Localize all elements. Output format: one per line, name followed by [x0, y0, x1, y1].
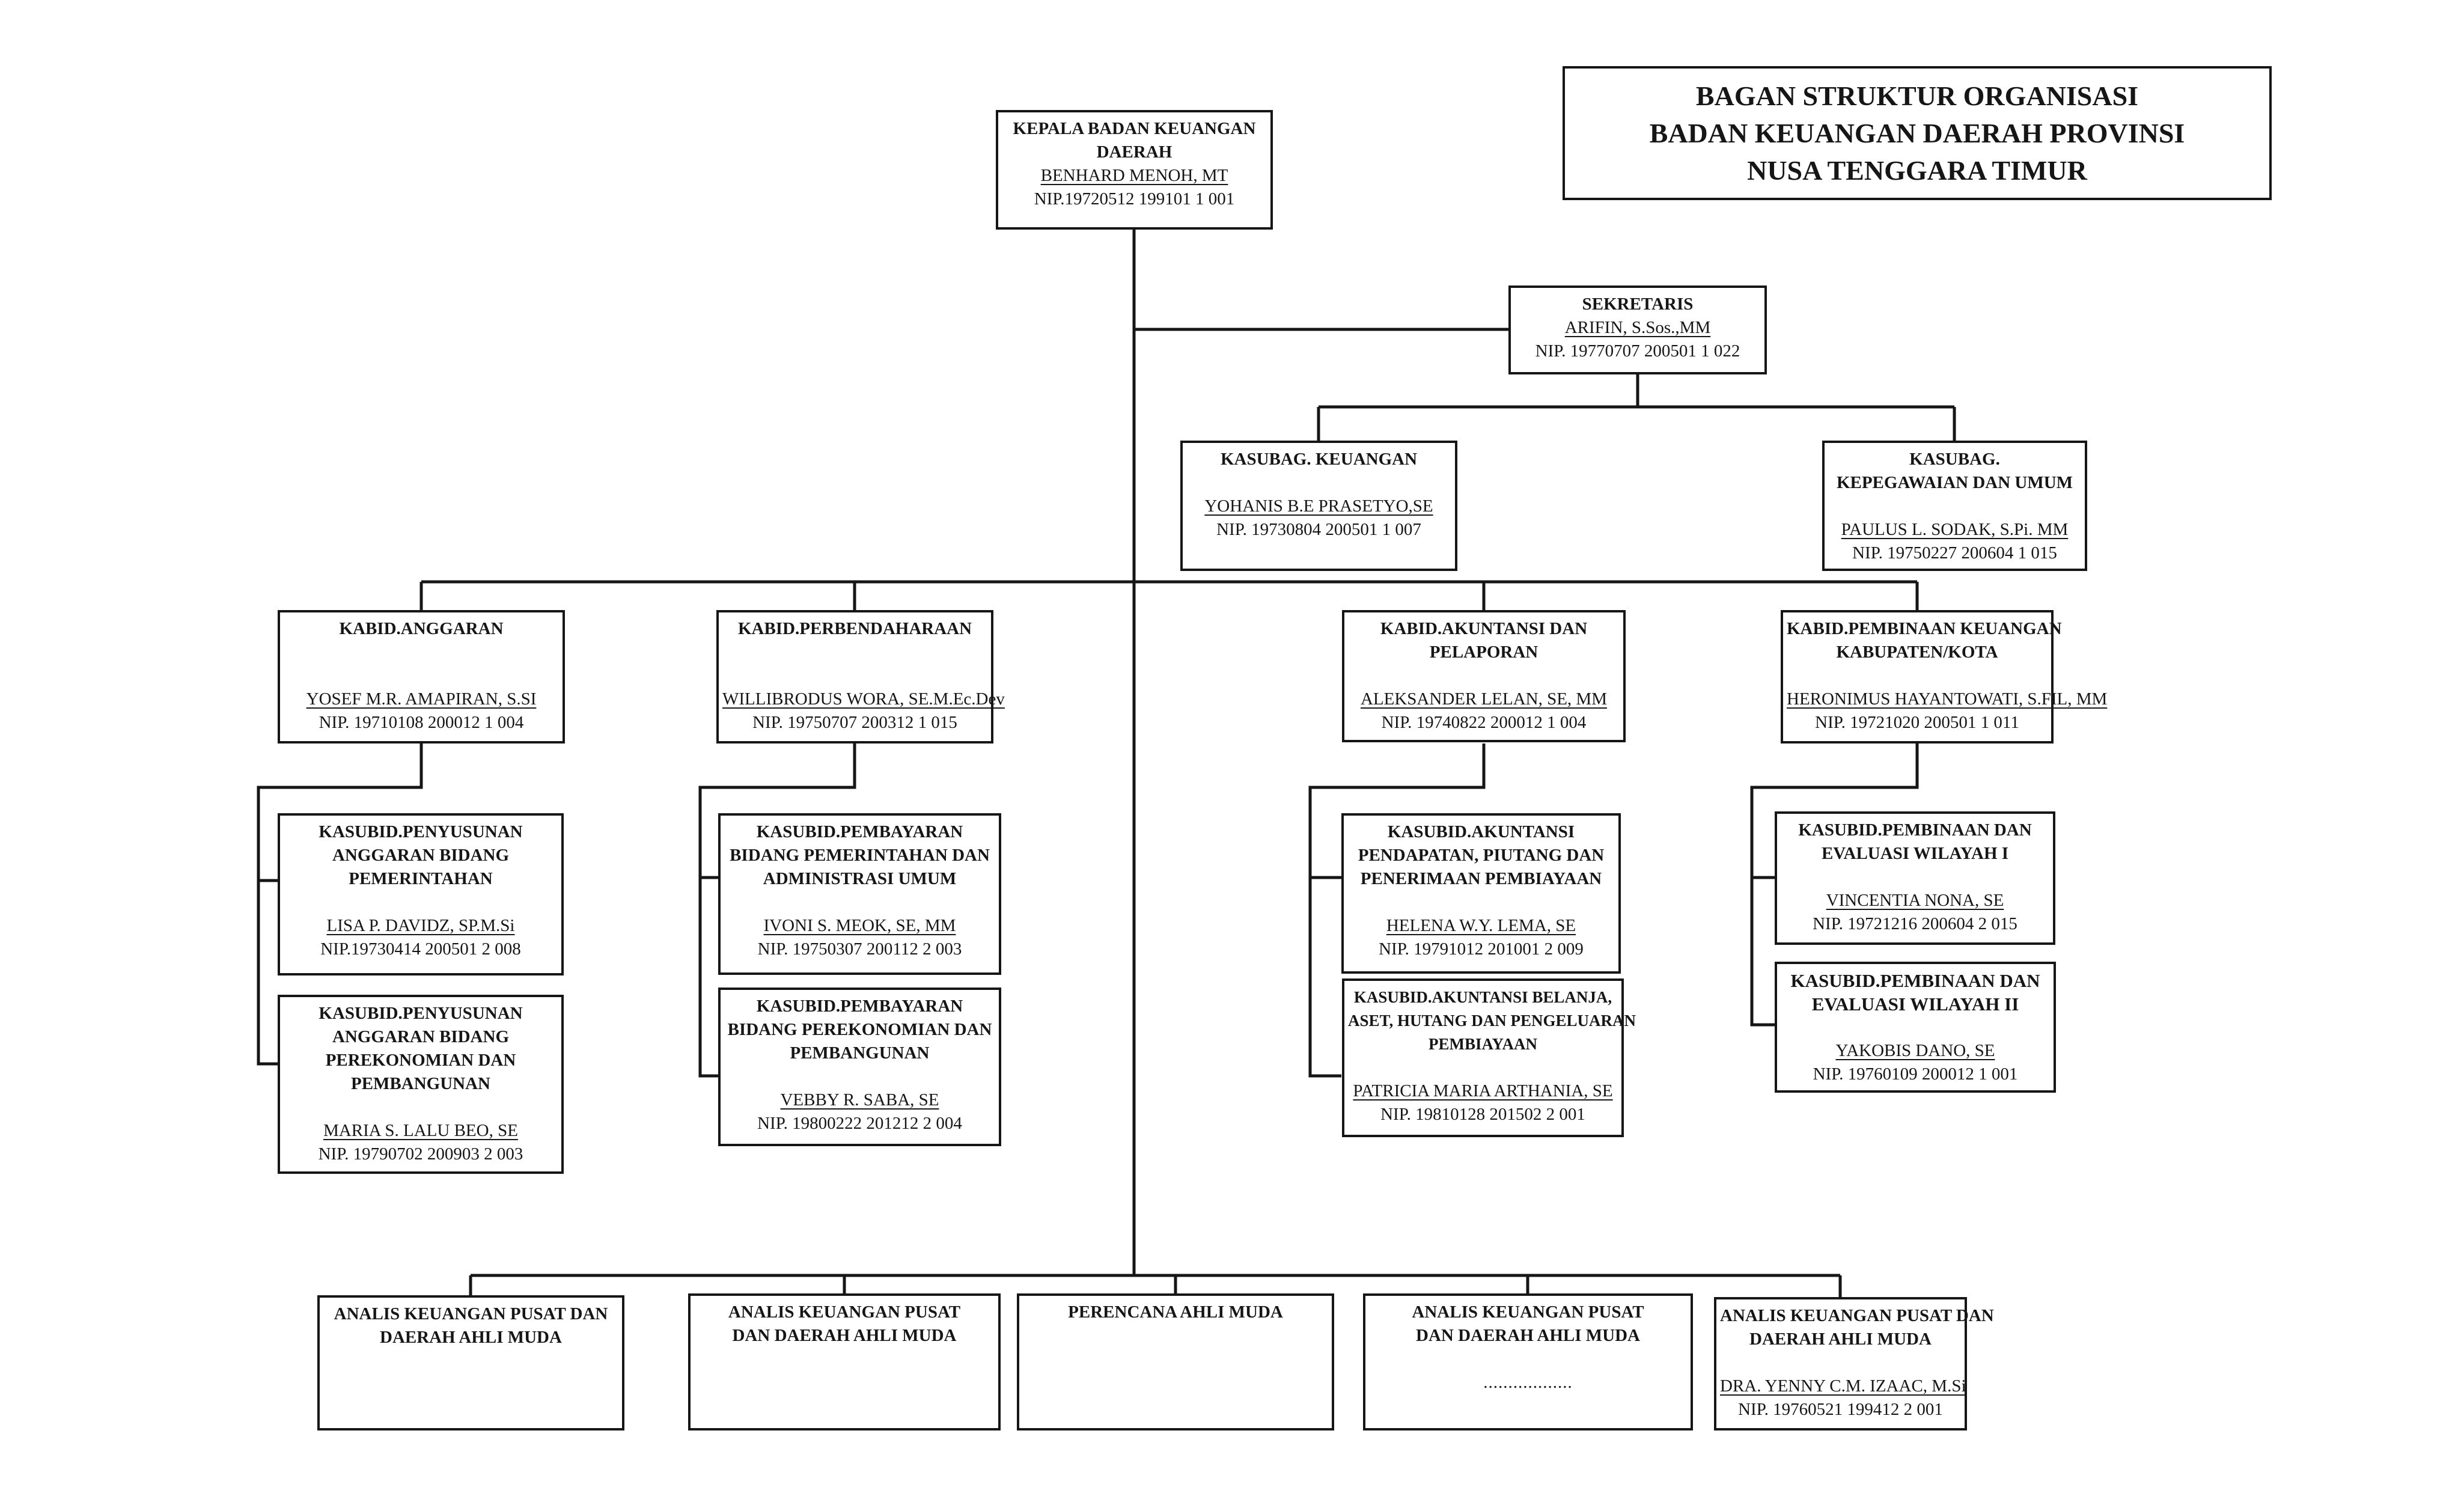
box-person-nip: NIP. 19710108 200012 1 004 [319, 713, 524, 732]
box-person-nip: NIP. 19721020 200501 1 011 [1815, 713, 2019, 732]
org-box-analis-keuangan-2 [688, 1293, 1001, 1430]
box-person-nip: NIP. 19791012 201001 2 009 [1379, 939, 1584, 959]
box-person-nip: NIP. 19750707 200312 1 015 [752, 713, 957, 732]
box-title: KABID.PERBENDAHARAAN [737, 619, 972, 638]
box-vacant-dots: .................. [1483, 1373, 1573, 1392]
box-title: ANALIS KEUANGAN PUSAT DAN DAERAH AHLI MUDA [728, 1302, 961, 1345]
box-person-name: DRA. YENNY C.M. IZAAC, M.Si [1720, 1376, 1966, 1396]
org-box-kasubid-akuntansi-pendapatan [1341, 813, 1621, 974]
box-person-name: YOHANIS B.E PRASETYO,SE [1204, 496, 1433, 516]
org-box-kasubag-keuangan [1180, 441, 1457, 571]
box-person-nip: NIP. 19790702 200903 2 003 [318, 1144, 523, 1164]
box-title: KASUBID.AKUNTANSI PENDAPATAN, PIUTANG DAN PENERIMAAN PEMBIAYAAN [1358, 822, 1605, 888]
box-title: KASUBID.AKUNTANSI BELANJA, ASET, HUTANG DAN PENGELUARAN PEMBIAYAAN [1348, 988, 1636, 1053]
org-box-analis-keuangan-3 [1363, 1293, 1693, 1430]
org-box-kasubid-penyusunan-anggaran-pemerintahan [278, 813, 564, 975]
box-person-name: PAULUS L. SODAK, S.Pi. MM [1841, 520, 2069, 539]
box-title: SEKRETARIS [1582, 295, 1694, 314]
org-box-kasubid-akuntansi-belanja [1342, 979, 1636, 1137]
box-person-name: YAKOBIS DANO, SE [1835, 1041, 1995, 1060]
box-person-nip: NIP. 19750307 200112 2 003 [757, 939, 962, 959]
box-person-name: WILLIBRODUS WORA, SE.M.Ec.Dev [722, 689, 1005, 709]
box-person-name: HELENA W.Y. LEMA, SE [1386, 916, 1576, 935]
box-person-name: ARIFIN, S.Sos.,MM [1564, 318, 1711, 337]
box-person-nip: NIP. 19810128 201502 2 001 [1380, 1105, 1585, 1124]
box-person-nip: NIP.19730414 200501 2 008 [320, 939, 521, 959]
box-person-name: ALEKSANDER LELAN, SE, MM [1360, 689, 1608, 709]
box-person-nip: NIP.19720512 199101 1 001 [1034, 189, 1235, 209]
box-title: KASUBAG. KEPEGAWAIAN DAN UMUM [1836, 450, 2073, 492]
box-title: PERENCANA AHLI MUDA [1068, 1302, 1283, 1322]
box-title: KASUBAG. KEUANGAN [1220, 450, 1418, 469]
org-box-kasubid-pembinaan-wilayah-2 [1775, 962, 2056, 1093]
org-box-analis-keuangan-4 [1714, 1297, 1994, 1430]
box-title: KASUBID.PENYUSUNAN ANGGARAN BIDANG PEMERINTAHAN [319, 822, 523, 888]
box-person-name: VEBBY R. SABA, SE [780, 1090, 939, 1110]
box-person-nip: NIP. 19750227 200604 1 015 [1852, 543, 2057, 563]
box-person-name: BENHARD MENOH, MT [1040, 166, 1228, 185]
box-person-name: HERONIMUS HAYANTOWATI, S.FIL, MM [1787, 689, 2108, 709]
connector-kasubag-drops [1319, 407, 1954, 441]
box-person-name: YOSEF M.R. AMAPIRAN, S.SI [306, 689, 537, 709]
org-box-kasubid-penyusunan-anggaran-perekonomian [278, 995, 564, 1174]
org-box-kepala [996, 110, 1273, 230]
box-person-nip: NIP. 19760109 200012 1 001 [1813, 1064, 2018, 1084]
org-box-kabid-pembinaan-keuangan [1781, 610, 2108, 743]
box-title: KASUBID.PEMBINAAN DAN EVALUASI WILAYAH II [1790, 970, 2040, 1015]
org-box-perencana-ahli-muda [1017, 1293, 1334, 1430]
box-title: KABID.AKUNTANSI DAN PELAPORAN [1380, 619, 1588, 662]
box-title: KABID.ANGGARAN [339, 619, 504, 638]
box-title: KASUBID.PEMBAYARAN BIDANG PEREKONOMIAN DAN PEMBANGUNAN [727, 997, 992, 1063]
box-person-name: MARIA S. LALU BEO, SE [323, 1121, 518, 1140]
org-box-sekretaris [1508, 285, 1767, 374]
org-box-kasubid-pembinaan-wilayah-1 [1775, 811, 2055, 945]
box-title: KASUBID.PENYUSUNAN ANGGARAN BIDANG PEREKONOMIAN DAN PEMBANGUNAN [319, 1004, 523, 1093]
org-box-kabid-anggaran [278, 610, 565, 743]
box-person-nip: NIP. 19740822 200012 1 004 [1381, 713, 1587, 732]
org-box-kasubid-pembayaran-pemerintahan [718, 813, 1001, 975]
box-title: ANALIS KEUANGAN PUSAT DAN DAERAH AHLI MUDA [1412, 1302, 1644, 1345]
chart-title-lines: BAGAN STRUKTUR ORGANISASI BADAN KEUANGAN DAERAH PROVINSI NUSA TENGGARA TIMUR [1649, 80, 2185, 186]
box-person-name: LISA P. DAVIDZ, SP.M.Si [326, 916, 515, 935]
org-box-kasubag-kepegawaian-umum [1822, 441, 2087, 571]
box-title: KEPALA BADAN KEUANGAN DAERAH [1013, 119, 1256, 162]
org-box-kabid-akuntansi-pelaporan [1342, 610, 1626, 742]
org-box-analis-keuangan-1 [317, 1295, 624, 1430]
box-person-name: VINCENTIA NONA, SE [1826, 891, 2004, 910]
org-box-kabid-perbendaharaan [716, 610, 1005, 743]
org-box-kasubid-pembayaran-perekonomian [718, 988, 1001, 1146]
connector-kabid-drops [421, 582, 1917, 610]
box-title: ANALIS KEUANGAN PUSAT DAN DAERAH AHLI MUDA [1720, 1306, 1994, 1349]
box-person-name: IVONI S. MEOK, SE, MM [763, 916, 956, 935]
box-person-nip: NIP. 19800222 201212 2 004 [757, 1114, 962, 1133]
box-person-nip: NIP. 19730804 200501 1 007 [1216, 520, 1421, 539]
box-title: KASUBID.PEMBAYARAN BIDANG PEMERINTAHAN DAN ADMINISTRASI UMUM [730, 822, 990, 888]
box-title: KASUBID.PEMBINAAN DAN EVALUASI WILAYAH I [1798, 820, 2032, 863]
box-person-nip: NIP. 19770707 200501 1 022 [1535, 341, 1740, 361]
box-title: ANALIS KEUANGAN PUSAT DAN DAERAH AHLI MUDA [334, 1304, 608, 1347]
box-person-name: PATRICIA MARIA ARTHANIA, SE [1353, 1081, 1613, 1101]
chart-title-block [1563, 66, 2272, 200]
box-person-nip: NIP. 19760521 199412 2 001 [1738, 1400, 1943, 1419]
box-title: KABID.PEMBINAAN KEUANGAN KABUPATEN/KOTA [1787, 619, 2062, 662]
box-person-nip: NIP. 19721216 200604 2 015 [1813, 914, 2017, 933]
